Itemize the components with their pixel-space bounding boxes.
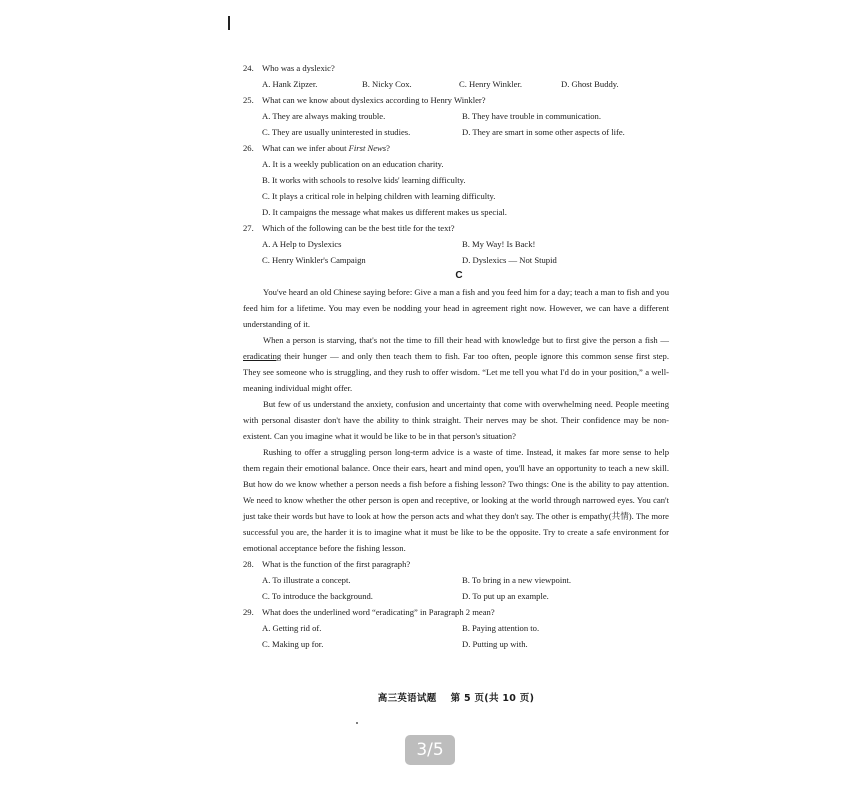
question-26 [243, 140, 669, 220]
option-a: A. It is a weekly publication on an education charity. [262, 159, 444, 169]
question-24 [243, 60, 669, 92]
question-25 [243, 92, 669, 140]
option-b: B. Paying attention to. [462, 623, 540, 633]
option-a: A. To illustrate a concept. [262, 575, 351, 585]
option-d: D. Dyslexics — Not Stupid [462, 255, 557, 265]
option-a: A. Hank Zipzer. [262, 79, 318, 89]
page-indicator: 3/5 [405, 735, 455, 765]
question-number: 28. [243, 559, 254, 569]
question-stem: What can we infer about First News? [262, 143, 390, 153]
option-a: A. Getting rid of. [262, 623, 322, 633]
paragraph-2: When a person is starving, that's not the time to fill their head with knowledge but to first give the person a fish — eradicating their hunger — and only then teach them to fish. Far too often, people ignore this common sense first step. They see someone who is struggling, and they rush to offer wisdom. “Let me tell you what I'd do in your position,” a well-meaning individual might offer. [243, 335, 669, 393]
paragraph-1: You've heard an old Chinese saying before: Give a man a fish and you feed him for a day; teach a man to fish and you feed him for a lifetime. You may even be nodding your head in agreement right now. However, we can have a different understanding of it. [243, 287, 669, 329]
option-d: D. Putting up with. [462, 639, 528, 649]
exam-title: 高三英语试题 [377, 693, 437, 704]
option-b: B. Nicky Cox. [362, 79, 412, 89]
question-stem: What does the underlined word “eradicating” in Paragraph 2 mean? [262, 607, 495, 617]
question-number: 24. [243, 63, 254, 73]
question-27 [243, 220, 669, 268]
option-c: C. It plays a critical role in helping children with learning difficulty. [262, 191, 496, 201]
option-b: B. It works with schools to resolve kids' learning difficulty. [262, 175, 466, 185]
page-number: 第 5 页(共 10 页) [450, 693, 535, 704]
question-stem: What can we know about dyslexics according to Henry Winkler? [262, 95, 486, 105]
question-number: 26. [243, 143, 254, 153]
section-heading: C [455, 270, 463, 281]
option-c: C. To introduce the background. [262, 591, 373, 601]
question-stem: Which of the following can be the best title for the text? [262, 223, 455, 233]
exam-page [243, 60, 669, 652]
question-29 [243, 604, 669, 652]
scan-edge-mark [228, 16, 230, 30]
option-c: C. Henry Winkler. [459, 79, 522, 89]
question-stem: Who was a dyslexic? [262, 63, 335, 73]
option-c: C. They are usually uninterested in studies. [262, 127, 411, 137]
question-28 [243, 556, 669, 604]
paragraph-3: But few of us understand the anxiety, confusion and uncertainty that come with overwhelming need. People meeting with personal disaster don't have the ability to think straight. Their nerves may be shot. Their confidence may be non-existent. Can you imagine what it would be like to be in that person's situation? [243, 399, 669, 441]
option-b: B. They have trouble in communication. [462, 111, 601, 121]
option-b: B. To bring in a new viewpoint. [462, 575, 572, 585]
question-stem: What is the function of the first paragraph? [262, 559, 411, 569]
option-c: C. Henry Winkler's Campaign [262, 255, 366, 265]
option-d: D. It campaigns the message what makes us different makes us special. [262, 207, 507, 217]
option-c: C. Making up for. [262, 639, 324, 649]
question-number: 27. [243, 223, 254, 233]
page-footer [243, 690, 669, 704]
question-number: 25. [243, 95, 254, 105]
scan-speck [356, 722, 358, 724]
publication-title: First News [348, 143, 387, 153]
reading-passage [243, 284, 669, 556]
option-d: D. Ghost Buddy. [561, 79, 619, 89]
option-b: B. My Way! Is Back! [462, 239, 536, 249]
paragraph-4: Rushing to offer a struggling person long-term advice is a waste of time. Instead, it makes far more sense to help them regain their emotional balance. Once their ears, heart and mind open, you'll have an opportunity to teach a new skill. But how do we know whether a person needs a fish before a fishing lesson? Two things: One is the ability to pay attention. We need to know whether the other person is open and receptive, or looking at the world through narrowed eyes. You can't just take their words but have to look at how the person acts and what they don't say. The other is empathy(共情). The more successful you are, the harder it is to imagine what it must be like to be the opposite. Try to create a safe environment for emotional acceptance before the fishing lesson. [243, 447, 669, 553]
question-number: 29. [243, 607, 254, 617]
underlined-word: eradicating [243, 351, 282, 361]
option-a: A. A Help to Dyslexics [262, 239, 342, 249]
option-d: D. They are smart in some other aspects of life. [462, 127, 625, 137]
option-d: D. To put up an example. [462, 591, 549, 601]
option-a: A. They are always making trouble. [262, 111, 386, 121]
